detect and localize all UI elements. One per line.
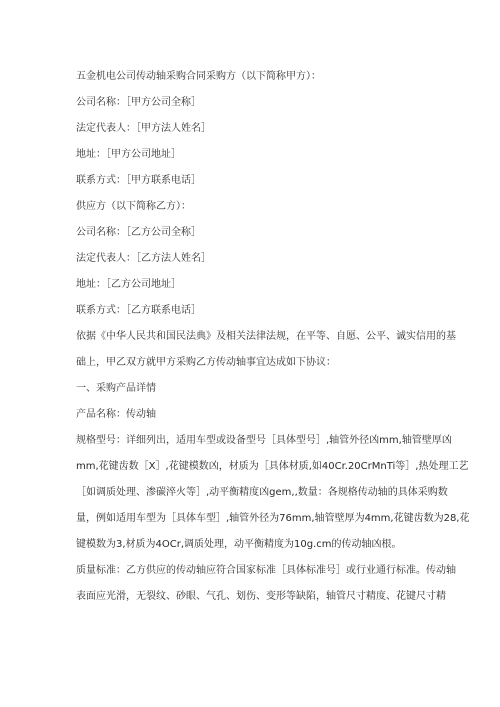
spec-line: 量，例如适用车型为［具体车型］,轴管外径为76mm,轴管壁厚为4mm,花键齿数为28,花: [76, 513, 470, 524]
party-a-address: 地址：［甲方公司地址］: [76, 149, 181, 160]
quality-paragraph: [76, 558, 456, 610]
section-1-title: 一、采购产品详情: [76, 383, 156, 394]
party-b-address: 地址：［乙方公司地址］: [76, 279, 181, 290]
spec-line: mm,花键齿数［X］,花键模数凶，材质为［具体材质,如40Cr.20CrMnTi等］,热处理工艺: [76, 461, 469, 472]
contract-header: 五金机电公司传动轴采购合同采购方（以下简称甲方）：: [76, 71, 321, 82]
basis-line: 依据《中华人民共和国民法典》及相关法律法规，在平等、自愿、公平、诚实信用的基: [76, 331, 456, 342]
party-b-rep: 法定代表人：［乙方法人姓名］: [76, 253, 211, 264]
party-b-name: 公司名称：［乙方公司全称］: [76, 227, 201, 238]
product-name: 产品名称：传动轴: [76, 409, 156, 420]
party-a-name: 公司名称：［甲方公司全称］: [76, 97, 201, 108]
basis-line: 础上，甲乙双方就甲方采购乙方传动轴事宜达成如下协议：: [76, 357, 336, 368]
spec-line: 规格型号：详细列出，适用车型或设备型号［具体型号］,轴管外径凶mm,轴管壁厚凶: [76, 435, 452, 446]
party-a-rep: 法定代表人：［甲方法人姓名］: [76, 123, 211, 134]
basis-paragraph: [76, 324, 456, 376]
spec-paragraph: [76, 428, 470, 558]
supplier-intro: 供应方（以下简称乙方）：: [76, 201, 191, 212]
party-b-contact: 联系方式：［乙方联系电话］: [76, 305, 201, 316]
spec-line: ［如调质处理、渗碳淬火等］,动平衡精度凶gem,,数量：各规格传动轴的具体采购数: [76, 487, 448, 498]
quality-line: 表面应光滑，无裂纹、砂眼、气孔、划伤、变形等缺陷，轴管尺寸精度、花键尺寸精: [76, 591, 446, 602]
party-a-contact: 联系方式：［甲方联系电话］: [76, 175, 201, 186]
spec-line: 键模数为3,材质为4OCr,调质处理，动平衡精度为10g.cm的传动轴凶根。: [76, 539, 402, 550]
quality-line: 质量标准：乙方供应的传动轴应符合国家标准［具体标准号］或行业通行标准。传动轴: [76, 565, 456, 576]
